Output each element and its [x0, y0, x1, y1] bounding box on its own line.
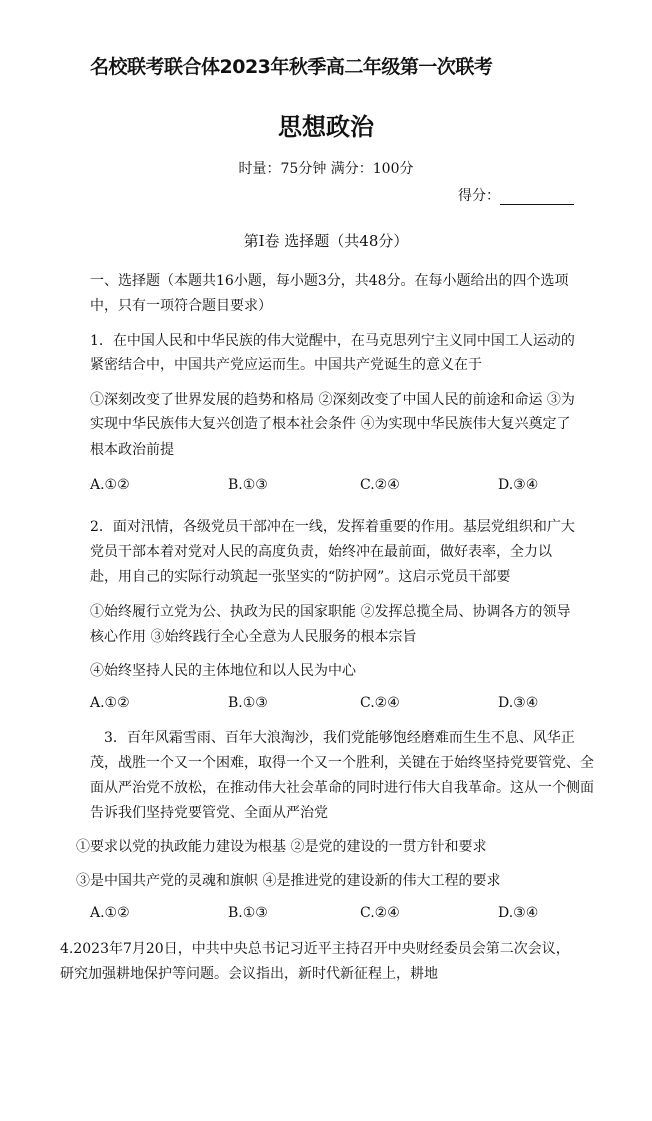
score-field: [458, 185, 574, 205]
instructions-line: 一、选择题（本题共16小题，每小题3分，共48分。在每小题给出的四个选项: [90, 273, 569, 289]
option-a[interactable]: A.①②: [90, 477, 130, 493]
score-blank: [500, 190, 574, 205]
q3-stem-line: 3．百年风霜雪雨、百年大浪淘沙，我们党能够饱经磨难而生生不息、风华正: [104, 730, 575, 746]
option-d[interactable]: D.③④: [498, 695, 539, 711]
option-b[interactable]: B.①③: [228, 477, 268, 493]
q1-item-line: 根本政治前提: [90, 442, 174, 458]
section-title: 第Ⅰ卷 选择题（共48分）: [243, 232, 409, 250]
q4-stem-line: 4.2023年7月20日，中共中央总书记习近平主持召开中央财经委员会第二次会议，: [60, 941, 570, 957]
q1-stem-line: 紧密结合中，中国共产党应运而生。中国共产党诞生的意义在于: [90, 357, 482, 373]
q1-stem-line: 1．在中国人民和中华民族的伟大觉醒中，在马克思列宁主义同中国工人运动的: [90, 333, 575, 349]
q2-item-line: ①始终履行立党为公、执政为民的国家职能 ②发挥总揽全局、协调各方的领导: [90, 604, 571, 620]
option-c[interactable]: C.②④: [360, 477, 400, 493]
q3-stem-line: 面从严治党不放松，在推动伟大社会革命的同时进行伟大自我革命。这从一个侧面: [90, 780, 594, 796]
q2-item-line: ④始终坚持人民的主体地位和以人民为中心: [90, 663, 356, 679]
subject-title: 思想政治: [278, 113, 374, 141]
option-c[interactable]: C.②④: [360, 695, 400, 711]
q3-stem-line: 茂，战胜一个又一个困难，取得一个又一个胜利，关键在于始终坚持党要管党、全: [90, 755, 594, 771]
q2-item-line: 核心作用 ③始终践行全心全意为人民服务的根本宗旨: [90, 629, 417, 645]
q3-item-line: ③是中国共产党的灵魂和旗帜 ④是推进党的建设新的伟大工程的要求: [76, 873, 501, 889]
option-b[interactable]: B.①③: [228, 695, 268, 711]
q2-stem-line: 党员干部本着对党对人民的高度负责，始终冲在最前面，做好表率，全力以: [90, 544, 552, 560]
option-a[interactable]: A.①②: [90, 695, 130, 711]
q3-stem-line: 告诉我们坚持党要管党、全面从严治党: [90, 805, 328, 821]
option-a[interactable]: A.①②: [90, 905, 130, 921]
instructions-line: 中，只有一项符合题目要求）: [90, 298, 272, 314]
q3-item-line: ①要求以党的执政能力建设为根基 ②是党的建设的一贯方针和要求: [76, 839, 487, 855]
option-d[interactable]: D.③④: [498, 905, 539, 921]
q1-item-line: ①深刻改变了世界发展的趋势和格局 ②深刻改变了中国人民的前途和命运 ③为: [90, 392, 575, 408]
option-c[interactable]: C.②④: [360, 905, 400, 921]
q1-item-line: 实现中华民族伟大复兴创造了根本社会条件 ④为实现中华民族伟大复兴奠定了: [90, 416, 571, 432]
time-score-info: 时量：75分钟 满分：100分: [238, 161, 414, 177]
exam-header: 名校联考联合体2023年秋季高二年级第一次联考: [90, 56, 493, 78]
option-b[interactable]: B.①③: [228, 905, 268, 921]
q4-stem-line: 研究加强耕地保护等问题。会议指出，新时代新征程上，耕地: [60, 966, 438, 982]
q2-stem-line: 赴，用自己的实际行动筑起一张坚实的“防护网”。这启示党员干部要: [90, 569, 511, 585]
q2-stem-line: 2．面对汛情，各级党员干部冲在一线，发挥着重要的作用。基层党组织和广大: [90, 519, 575, 535]
option-d[interactable]: D.③④: [498, 477, 539, 493]
score-label: 得分：: [458, 188, 500, 204]
